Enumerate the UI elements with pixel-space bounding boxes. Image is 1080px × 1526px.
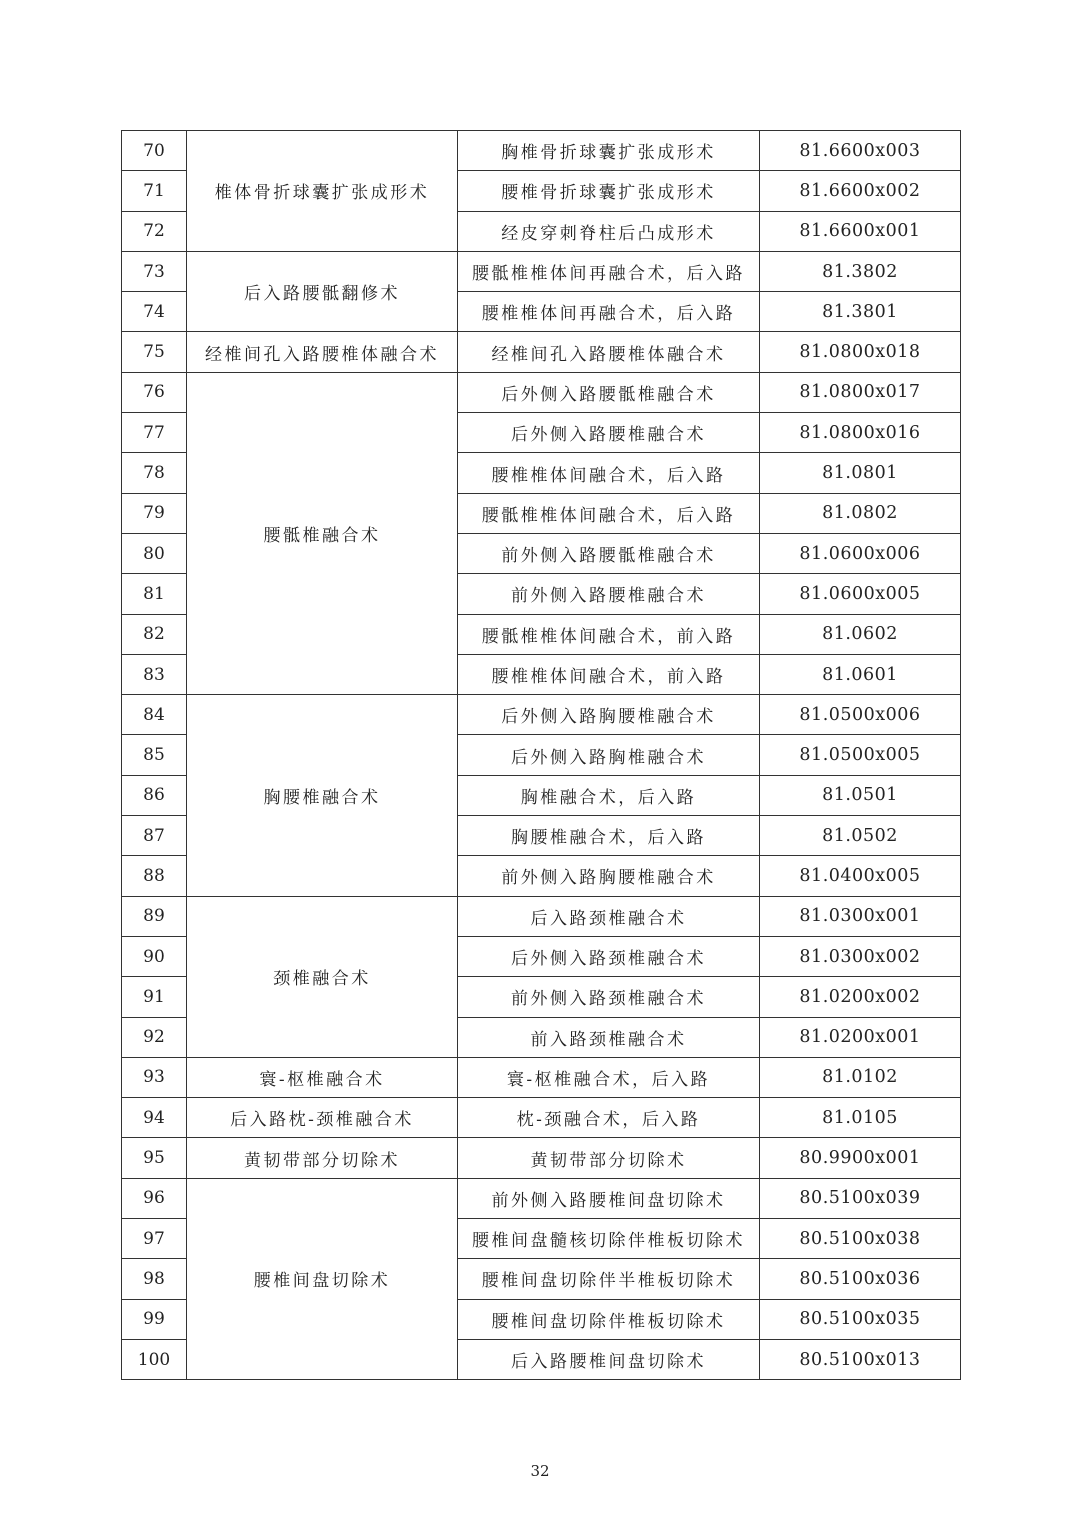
procedure-code: 81.0500x005	[760, 735, 961, 775]
procedure-name: 腰骶椎椎体间融合术，前入路	[458, 614, 760, 654]
procedure-group: 后入路枕-颈椎融合术	[187, 1098, 458, 1138]
procedure-code: 80.9900x001	[760, 1138, 961, 1178]
row-number: 79	[122, 493, 187, 533]
procedure-group: 腰椎间盘切除术	[187, 1178, 458, 1379]
row-number: 71	[122, 171, 187, 211]
row-number: 81	[122, 574, 187, 614]
procedure-code: 81.0502	[760, 816, 961, 856]
table-row	[122, 896, 961, 936]
procedure-name: 寰-枢椎融合术，后入路	[458, 1057, 760, 1097]
procedure-code: 81.0802	[760, 493, 961, 533]
procedure-code: 81.0600x005	[760, 574, 961, 614]
row-number: 97	[122, 1219, 187, 1259]
row-number: 77	[122, 413, 187, 453]
procedure-group: 颈椎融合术	[187, 896, 458, 1057]
procedure-group: 寰-枢椎融合术	[187, 1057, 458, 1097]
procedure-code: 80.5100x035	[760, 1299, 961, 1339]
row-number: 90	[122, 936, 187, 976]
row-number: 96	[122, 1178, 187, 1218]
procedure-code: 81.0602	[760, 614, 961, 654]
procedure-code: 81.0800x016	[760, 413, 961, 453]
procedure-code: 81.0601	[760, 654, 961, 694]
procedure-name: 后外侧入路胸椎融合术	[458, 735, 760, 775]
procedure-code: 81.3801	[760, 292, 961, 332]
table-row	[122, 1098, 961, 1138]
row-number: 92	[122, 1017, 187, 1057]
procedure-code: 81.0200x001	[760, 1017, 961, 1057]
procedure-code: 81.0501	[760, 775, 961, 815]
table-row	[122, 1057, 961, 1097]
procedure-name: 胸腰椎融合术，后入路	[458, 816, 760, 856]
row-number: 98	[122, 1259, 187, 1299]
procedure-name: 经皮穿刺脊柱后凸成形术	[458, 211, 760, 251]
table-row	[122, 372, 961, 412]
row-number: 73	[122, 251, 187, 291]
procedure-name: 后外侧入路腰骶椎融合术	[458, 372, 760, 412]
procedure-group: 黄韧带部分切除术	[187, 1138, 458, 1178]
procedure-group: 后入路腰骶翻修术	[187, 251, 458, 332]
procedure-code: 81.3802	[760, 251, 961, 291]
procedure-name: 后外侧入路颈椎融合术	[458, 936, 760, 976]
row-number: 99	[122, 1299, 187, 1339]
row-number: 70	[122, 131, 187, 171]
procedure-code: 81.0400x005	[760, 856, 961, 896]
row-number: 83	[122, 654, 187, 694]
row-number: 76	[122, 372, 187, 412]
page-number: 32	[530, 1462, 550, 1480]
row-number: 74	[122, 292, 187, 332]
procedure-name: 枕-颈融合术，后入路	[458, 1098, 760, 1138]
procedure-table-body	[122, 131, 961, 1380]
procedure-code: 80.5100x038	[760, 1219, 961, 1259]
row-number: 80	[122, 533, 187, 573]
procedure-code: 81.0200x002	[760, 977, 961, 1017]
procedure-name: 前外侧入路颈椎融合术	[458, 977, 760, 1017]
procedure-name: 前外侧入路腰骶椎融合术	[458, 533, 760, 573]
row-number: 93	[122, 1057, 187, 1097]
procedure-code: 81.0500x006	[760, 695, 961, 735]
procedure-name: 经椎间孔入路腰椎体融合术	[458, 332, 760, 372]
table-row	[122, 695, 961, 735]
procedure-code: 81.6600x002	[760, 171, 961, 211]
row-number: 88	[122, 856, 187, 896]
row-number: 91	[122, 977, 187, 1017]
table-row	[122, 332, 961, 372]
procedure-code: 81.6600x003	[760, 131, 961, 171]
row-number: 86	[122, 775, 187, 815]
row-number: 75	[122, 332, 187, 372]
procedure-name: 后入路颈椎融合术	[458, 896, 760, 936]
procedure-name: 后外侧入路腰椎融合术	[458, 413, 760, 453]
procedure-name: 腰椎骨折球囊扩张成形术	[458, 171, 760, 211]
procedure-name: 后外侧入路胸腰椎融合术	[458, 695, 760, 735]
table-row	[122, 251, 961, 291]
procedure-group: 椎体骨折球囊扩张成形术	[187, 131, 458, 252]
procedure-code: 80.5100x036	[760, 1259, 961, 1299]
procedure-name: 腰椎间盘切除伴半椎板切除术	[458, 1259, 760, 1299]
procedure-code: 81.0800x018	[760, 332, 961, 372]
procedure-code: 81.0300x001	[760, 896, 961, 936]
procedure-code: 81.6600x001	[760, 211, 961, 251]
procedure-name: 腰骶椎椎体间融合术，后入路	[458, 493, 760, 533]
table-row	[122, 131, 961, 171]
row-number: 84	[122, 695, 187, 735]
procedure-name: 后入路腰椎间盘切除术	[458, 1339, 760, 1379]
procedure-code: 81.0600x006	[760, 533, 961, 573]
procedure-code: 81.0800x017	[760, 372, 961, 412]
row-number: 87	[122, 816, 187, 856]
procedure-name: 腰椎椎体间融合术，前入路	[458, 654, 760, 694]
procedure-group: 经椎间孔入路腰椎体融合术	[187, 332, 458, 372]
row-number: 95	[122, 1138, 187, 1178]
row-number: 82	[122, 614, 187, 654]
procedure-name: 前外侧入路胸腰椎融合术	[458, 856, 760, 896]
procedure-name: 前入路颈椎融合术	[458, 1017, 760, 1057]
procedure-name: 前外侧入路腰椎间盘切除术	[458, 1178, 760, 1218]
row-number: 72	[122, 211, 187, 251]
table-row	[122, 1138, 961, 1178]
procedure-name: 腰椎椎体间再融合术，后入路	[458, 292, 760, 332]
procedure-code: 81.0102	[760, 1057, 961, 1097]
procedure-group: 腰骶椎融合术	[187, 372, 458, 694]
procedure-name: 前外侧入路腰椎融合术	[458, 574, 760, 614]
table-row	[122, 1178, 961, 1218]
row-number: 85	[122, 735, 187, 775]
procedure-name: 腰骶椎椎体间再融合术，后入路	[458, 251, 760, 291]
row-number: 78	[122, 453, 187, 493]
procedure-name: 胸椎骨折球囊扩张成形术	[458, 131, 760, 171]
procedure-name: 腰椎椎体间融合术，后入路	[458, 453, 760, 493]
row-number: 94	[122, 1098, 187, 1138]
row-number: 89	[122, 896, 187, 936]
procedure-group: 胸腰椎融合术	[187, 695, 458, 896]
procedure-code: 81.0801	[760, 453, 961, 493]
procedure-code: 80.5100x013	[760, 1339, 961, 1379]
procedure-table	[121, 130, 961, 1380]
procedure-name: 腰椎间盘切除伴椎板切除术	[458, 1299, 760, 1339]
row-number: 100	[122, 1339, 187, 1379]
procedure-code: 81.0105	[760, 1098, 961, 1138]
procedure-name: 腰椎间盘髓核切除伴椎板切除术	[458, 1219, 760, 1259]
procedure-code: 80.5100x039	[760, 1178, 961, 1218]
procedure-code: 81.0300x002	[760, 936, 961, 976]
procedure-name: 黄韧带部分切除术	[458, 1138, 760, 1178]
procedure-name: 胸椎融合术，后入路	[458, 775, 760, 815]
